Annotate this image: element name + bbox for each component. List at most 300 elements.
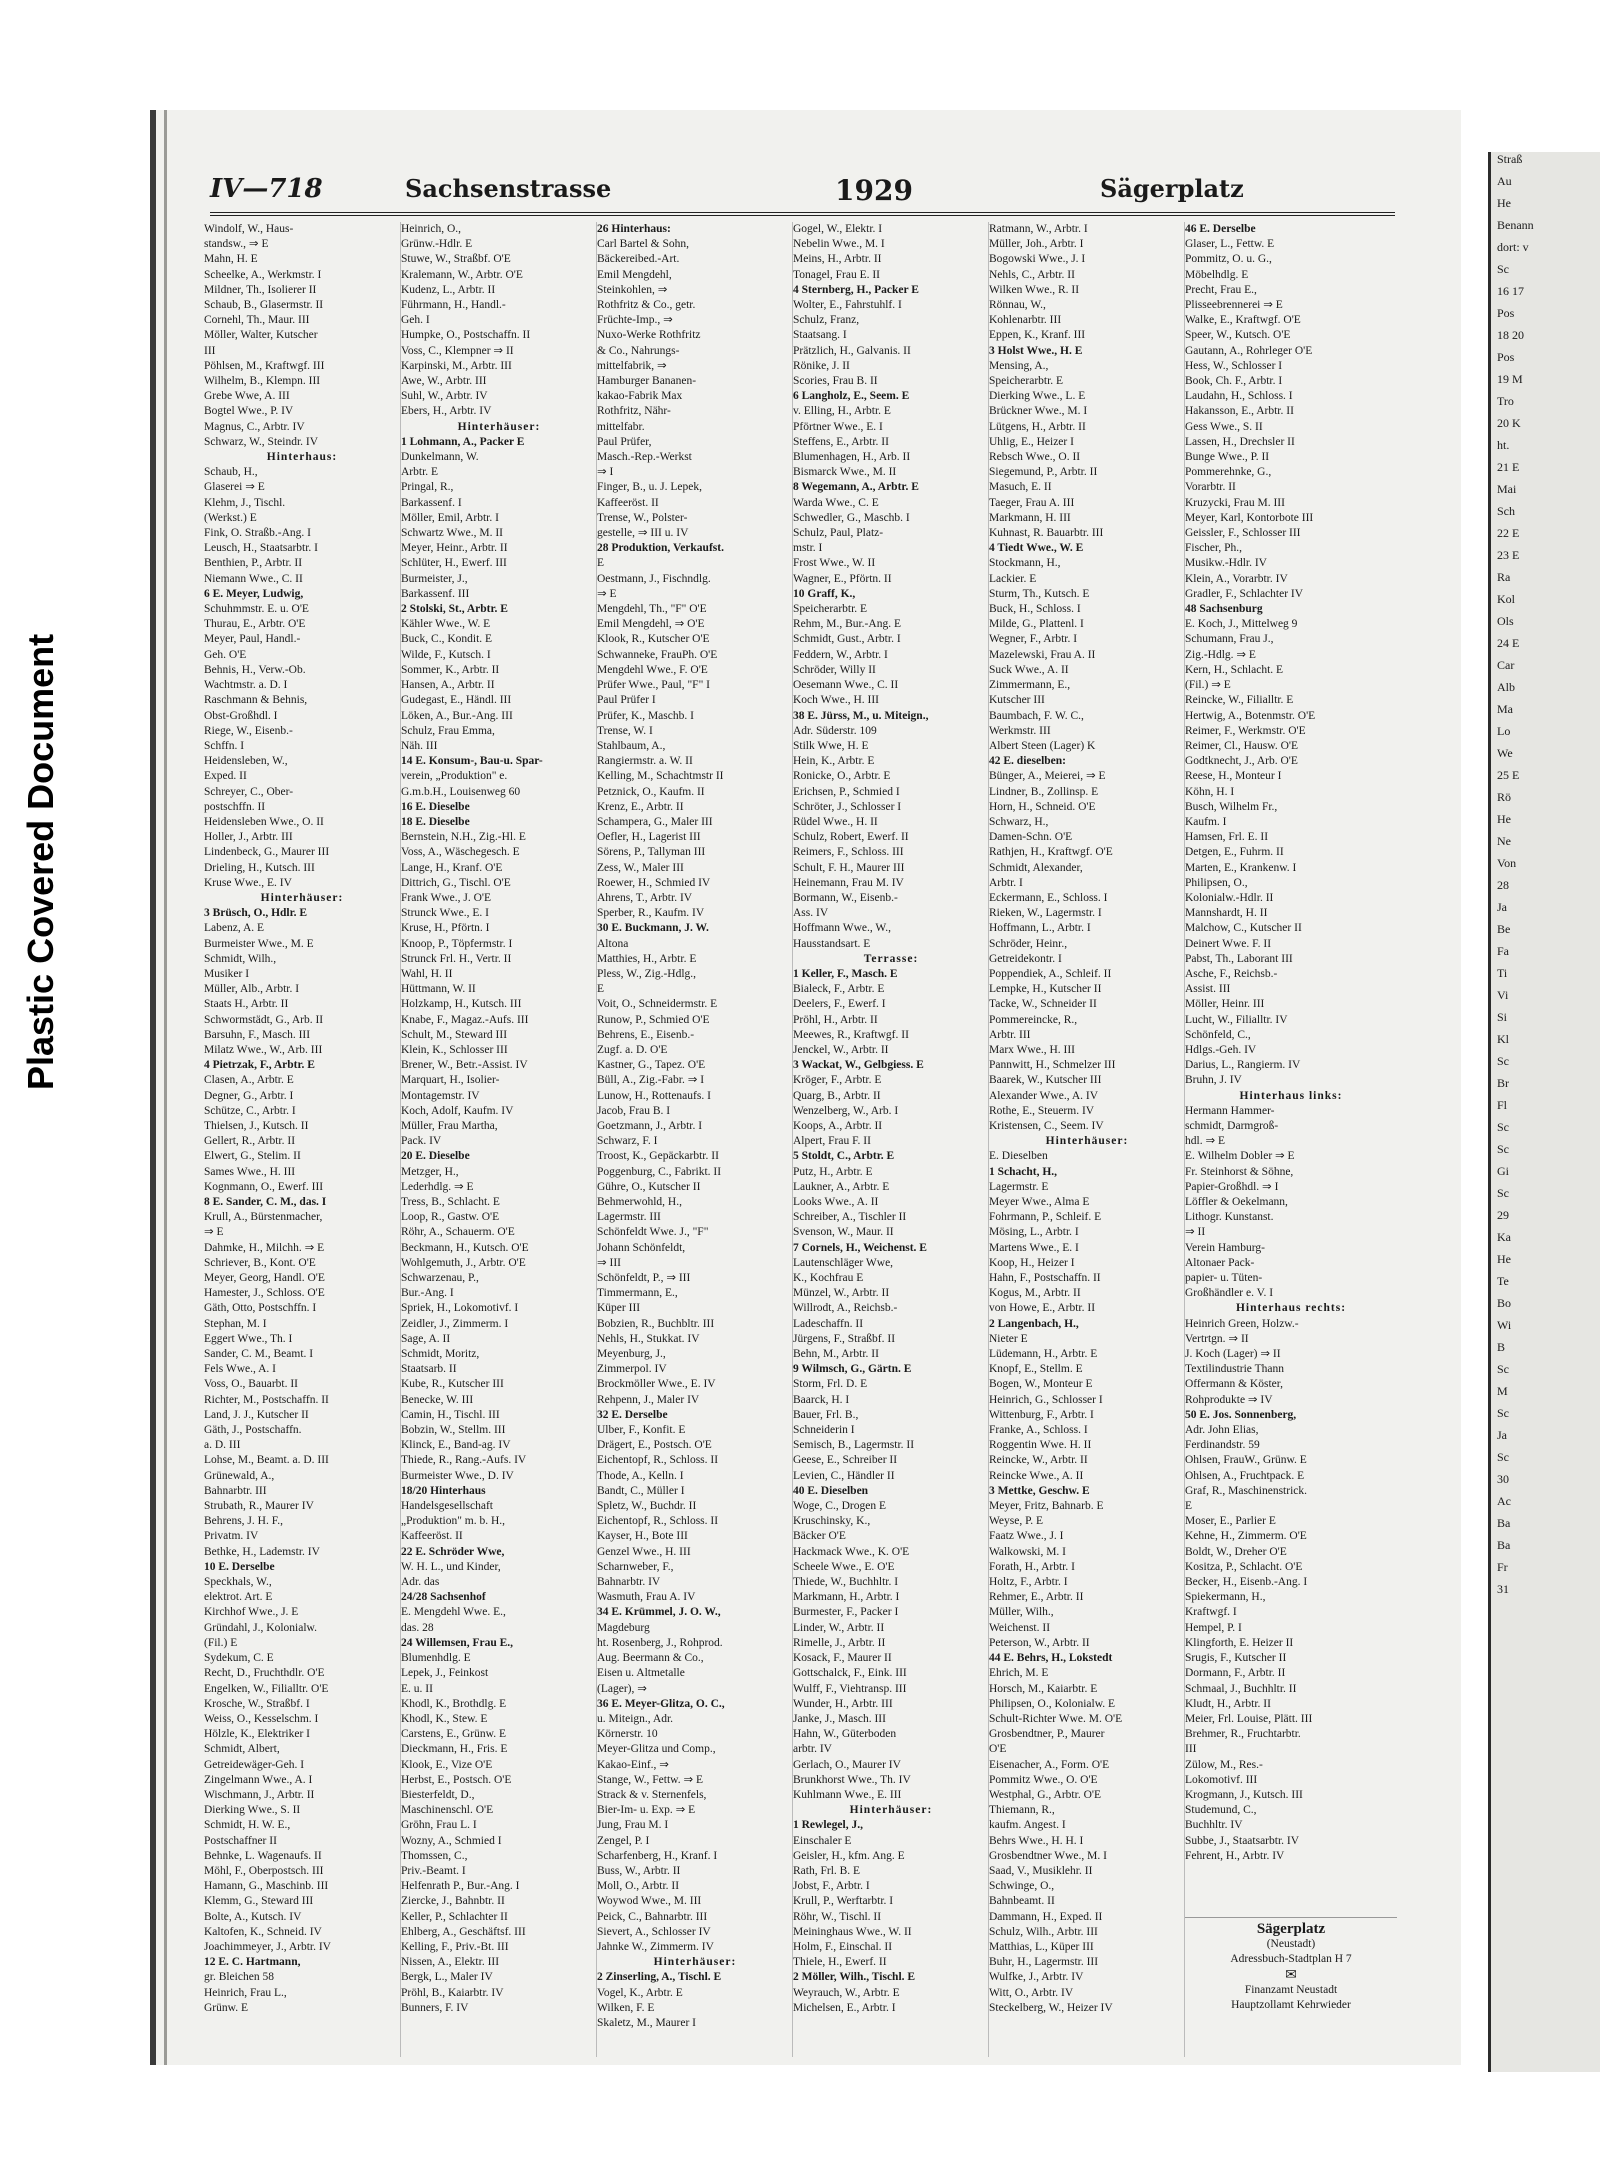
adjacent-page-fragment: Ba bbox=[1497, 1538, 1511, 1552]
directory-entry: Voss, A., Wäschegesch. E bbox=[401, 846, 520, 859]
adjacent-page-fragment: M bbox=[1497, 1384, 1508, 1398]
directory-entry: Bernstein, N.H., Zig.-Hl. E bbox=[401, 831, 526, 844]
directory-entry: Schmidt, Alexander, bbox=[989, 861, 1083, 874]
directory-entry: Speicherarbtr. E bbox=[793, 603, 868, 616]
directory-entry: Baumbach, F. W. C., bbox=[989, 709, 1084, 722]
directory-entry: Voss, O., Bauarbt. II bbox=[204, 1378, 299, 1391]
directory-entry: Pröhl, B., Kaiarbtr. IV bbox=[401, 1986, 504, 1999]
directory-entry: Adr. John Elias, bbox=[1185, 1424, 1259, 1437]
directory-entry: Rebsch Wwe., O. II bbox=[989, 451, 1081, 464]
adjacent-page-fragment: Kl bbox=[1497, 1032, 1509, 1046]
directory-entry: Nehls, C., Arbtr. II bbox=[989, 268, 1075, 281]
adjacent-page-fragment: 30 bbox=[1497, 1472, 1509, 1486]
directory-entry: Staatsarb. II bbox=[401, 1363, 457, 1376]
adjacent-page-fragment: Ols bbox=[1497, 614, 1514, 628]
directory-entry: Wozny, A., Schmied I bbox=[401, 1834, 502, 1847]
directory-entry: Jenckel, W., Arbtr. II bbox=[793, 1043, 889, 1056]
adjacent-page-fragment: 18 20 bbox=[1497, 328, 1524, 342]
directory-entry: Ass. IV bbox=[793, 907, 829, 920]
directory-entry: Benthien, P., Arbtr. II bbox=[204, 557, 303, 570]
directory-entry: E. Wilhelm Dobler ⇒ E bbox=[1185, 1150, 1295, 1163]
directory-entry: gestelle, ⇒ III u. IV bbox=[597, 527, 689, 540]
directory-entry: Runow, P., Schmied O'E bbox=[597, 1013, 710, 1026]
directory-entry: standsw., ⇒ E bbox=[204, 238, 269, 251]
directory-entry: Book, Ch. F., Arbtr. I bbox=[1185, 375, 1283, 388]
directory-entry: Krenz, E., Arbtr. II bbox=[597, 800, 684, 813]
directory-entry: Janke, J., Masch. III bbox=[793, 1712, 886, 1725]
directory-entry: Privatm. IV bbox=[204, 1530, 259, 1543]
adjacent-page-fragment: ht. bbox=[1497, 438, 1510, 452]
directory-entry: Loop, R., Gastw. O'E bbox=[401, 1211, 500, 1224]
directory-entry: Schulz, Franz, bbox=[793, 314, 860, 327]
directory-entry: Staats H., Arbtr. II bbox=[204, 998, 289, 1011]
directory-entry: Zülow, M., Res.- bbox=[1185, 1758, 1263, 1771]
directory-entry: Heinrich, O., bbox=[401, 223, 462, 235]
adjacent-page-fragment: Ja bbox=[1497, 1428, 1507, 1442]
directory-entry: Sturm, Th., Kutsch. E bbox=[989, 587, 1090, 600]
directory-entry: 32 E. Derselbe bbox=[597, 1408, 668, 1421]
directory-entry: Maschinenschl. O'E bbox=[401, 1804, 494, 1817]
adjacent-page-fragment: 20 K bbox=[1497, 416, 1521, 430]
directory-entry: Klemm, G., Steward III bbox=[204, 1895, 314, 1908]
directory-entry: Dormann, F., Arbtr. II bbox=[1185, 1667, 1286, 1680]
directory-entry: ht. Rosenberg, J., Rohprod. bbox=[597, 1636, 723, 1649]
directory-entry: Kruse, H., Pförtn. I bbox=[401, 922, 490, 935]
directory-entry: E bbox=[597, 983, 605, 996]
directory-entry: hdl. ⇒ E bbox=[1185, 1135, 1225, 1148]
directory-entry: Rönnau, W., bbox=[989, 299, 1046, 312]
directory-entry: Stockmann, H., bbox=[989, 557, 1061, 570]
adjacent-page-fragment: Bo bbox=[1497, 1296, 1512, 1310]
directory-entry: Kähler Wwe., W. E bbox=[401, 618, 491, 631]
directory-entry: Clasen, A., Arbtr. E bbox=[204, 1074, 294, 1087]
directory-entry: Reimer, F., Werkmstr. O'E bbox=[1185, 724, 1306, 737]
directory-entry: Ziercke, J., Bahnbtr. II bbox=[401, 1895, 505, 1908]
directory-entry: Saad, V., Musiklehr. II bbox=[989, 1864, 1093, 1877]
directory-entry: Voit, O., Schneidermstr. E bbox=[597, 998, 718, 1011]
directory-entry: Geh. O'E bbox=[204, 648, 247, 661]
adjacent-page-fragment: Mai bbox=[1497, 482, 1517, 496]
directory-entry: Hahn, F., Postschaffn. II bbox=[989, 1272, 1101, 1285]
directory-entry: Bobzien, R., Buchbltr. III bbox=[597, 1317, 715, 1330]
directory-entry: Roggentin Wwe. H. II bbox=[989, 1439, 1092, 1452]
directory-entry: Zimmermann, E., bbox=[989, 679, 1071, 692]
directory-entry: Wegner, F., Arbtr. I bbox=[989, 633, 1078, 646]
directory-entry: Hinterhäuser: bbox=[260, 891, 344, 904]
column-6 bbox=[1184, 222, 1397, 2057]
directory-entry: Gess Wwe., S. II bbox=[1185, 420, 1263, 433]
directory-entry: Pack. IV bbox=[401, 1135, 442, 1148]
directory-entry: Ehlberg, A., Geschäftsf. III bbox=[401, 1925, 526, 1938]
directory-entry: Trense, W. I bbox=[597, 724, 653, 737]
directory-entry: Thiede, W., Buchhltr. I bbox=[793, 1576, 899, 1589]
directory-entry: Heinrich, Frau L., bbox=[204, 1986, 287, 1999]
directory-entry: Gradler, F., Schlachter IV bbox=[1185, 587, 1304, 600]
directory-entry: Schröter, J., Schlosser I bbox=[793, 800, 902, 813]
adjacent-page-fragment: Sc bbox=[1497, 1054, 1509, 1068]
directory-entry: Koch, Adolf, Kaufm. IV bbox=[401, 1104, 514, 1117]
directory-entry: Kelling, F., Priv.-Bt. III bbox=[401, 1940, 509, 1953]
adjacent-page-fragment: He bbox=[1497, 812, 1511, 826]
directory-entry: 9 Wilmsch, G., Gärtn. E bbox=[793, 1363, 912, 1376]
directory-entry: Holtz, F., Arbtr. I bbox=[989, 1576, 1068, 1589]
directory-entry: Speckhals, W., bbox=[204, 1576, 272, 1589]
directory-entry: Stuwe, W., Straßbf. O'E bbox=[401, 253, 511, 266]
adjacent-page-fragment: Fa bbox=[1497, 944, 1509, 958]
directory-entry: Uhlig, E., Heizer I bbox=[989, 435, 1074, 448]
directory-entry: Helfenrath P., Bur.-Ang. I bbox=[401, 1880, 520, 1893]
directory-entry: Sage, A. II bbox=[401, 1332, 451, 1345]
directory-entry: Schröder, Heinr., bbox=[989, 937, 1068, 950]
directory-entry: Klehm, J., Tischl. bbox=[204, 496, 286, 509]
directory-entry: Land, J. J., Kutscher II bbox=[204, 1408, 309, 1421]
directory-entry: Kraftwgf. I bbox=[1185, 1606, 1237, 1619]
directory-entry: Erichsen, P., Schmied I bbox=[793, 785, 900, 798]
directory-entry: Timmermann, E., bbox=[597, 1287, 678, 1300]
directory-entry: Aug. Beermann & Co., bbox=[597, 1652, 704, 1665]
directory-entry: Kaltofen, K., Schneid. IV bbox=[204, 1925, 322, 1938]
directory-entry: ⇒ II bbox=[1185, 1226, 1206, 1239]
directory-entry: Grosbendtner, P., Maurer bbox=[989, 1728, 1105, 1741]
directory-entry: Lagermstr. III bbox=[597, 1211, 661, 1224]
directory-entry: Lüdemann, H., Arbtr. E bbox=[989, 1348, 1098, 1361]
directory-entry: Hinterhaus links: bbox=[1239, 1089, 1343, 1102]
adjacent-page-fragment: Alb bbox=[1497, 680, 1515, 694]
adjacent-page-fragment: Ti bbox=[1497, 966, 1508, 980]
directory-entry: Ratmann, W., Arbtr. I bbox=[989, 223, 1088, 235]
directory-entry: Bogen, W., Monteur E bbox=[989, 1378, 1093, 1391]
directory-entry: Siegemund, P., Arbtr. II bbox=[989, 466, 1098, 479]
directory-entry: Levien, C., Händler II bbox=[793, 1469, 895, 1482]
directory-entry: Taeger, Frau A. III bbox=[989, 496, 1075, 509]
directory-entry: Kosack, F., Maurer II bbox=[793, 1652, 892, 1665]
directory-entry: Sommer, K., Arbtr. II bbox=[401, 663, 500, 676]
directory-entry: Schwarz, H., bbox=[989, 815, 1049, 828]
directory-entry: Kelling, M., Schachtmstr II bbox=[597, 770, 724, 783]
directory-entry: Khodl, K., Brothdlg. E bbox=[401, 1697, 507, 1710]
directory-entry: Krull, P., Werftarbtr. I bbox=[793, 1895, 894, 1908]
directory-entry: Deelers, F., Ewerf. I bbox=[793, 998, 886, 1011]
directory-entry: Möhl, F., Oberpostsch. III bbox=[204, 1864, 324, 1877]
directory-entry: Lithogr. Kunstanst. bbox=[1185, 1211, 1274, 1224]
directory-entry: Keller, P., Schlachter II bbox=[401, 1910, 508, 1923]
adjacent-page-fragment: Sc bbox=[1497, 1450, 1509, 1464]
directory-entry: Weichenst. II bbox=[989, 1621, 1051, 1634]
directory-entry: 18 E. Dieselbe bbox=[401, 815, 470, 828]
directory-entry: Laukner, A., Arbtr. E bbox=[793, 1180, 890, 1193]
directory-entry: Darius, L., Rangierm. IV bbox=[1185, 1059, 1301, 1072]
directory-entry: Steckelberg, W., Heizer IV bbox=[989, 2001, 1113, 2014]
directory-entry: 4 Tiedt Wwe., W. E bbox=[989, 542, 1084, 555]
directory-entry: 3 Wackat, W., Gelbgiess. E bbox=[793, 1059, 924, 1072]
directory-entry: 1 Rewlegel, J., bbox=[793, 1819, 863, 1832]
directory-entry: Baarek, W., Kutscher III bbox=[989, 1074, 1102, 1087]
directory-entry: Hinterhäuser: bbox=[1045, 1135, 1129, 1148]
directory-entry: Hdlgs.-Geh. IV bbox=[1185, 1043, 1257, 1056]
adjacent-page-fragment: He bbox=[1497, 196, 1511, 210]
directory-entry: Pommitz, O. u. G., bbox=[1185, 253, 1272, 266]
directory-entry: Kogus, M., Arbtr. II bbox=[989, 1287, 1081, 1300]
directory-entry: Cornehl, Th., Maur. III bbox=[204, 314, 310, 327]
directory-entry: Asche, F., Reichsb.- bbox=[1185, 967, 1278, 980]
directory-entry: Herbst, E., Postsch. O'E bbox=[401, 1773, 512, 1786]
directory-entry: Behrs Wwe., H. H. I bbox=[989, 1834, 1084, 1847]
column-4 bbox=[792, 222, 989, 2057]
directory-entry: Geese, E., Schreiber II bbox=[793, 1454, 898, 1467]
directory-entry: Niemann Wwe., C. II bbox=[204, 572, 303, 585]
directory-entry: Camin, H., Tischl. III bbox=[401, 1408, 500, 1421]
directory-entry: Holm, F., Einschal. II bbox=[793, 1940, 893, 1953]
directory-entry: Schulz, Wilh., Arbtr. III bbox=[989, 1925, 1098, 1938]
directory-entry: Trense, W., Polster- bbox=[597, 511, 688, 524]
directory-entry: Poppendiek, A., Schleif. II bbox=[989, 967, 1112, 980]
directory-entry: J. Koch (Lager) ⇒ II bbox=[1185, 1348, 1281, 1361]
directory-entry: Behnis, H., Verw.-Ob. bbox=[204, 663, 306, 676]
directory-entry: Schmidt, H. W. E., bbox=[204, 1819, 291, 1832]
directory-entry: Horsch, M., Kaiarbtr. E bbox=[989, 1682, 1098, 1695]
directory-entry: Genzel Wwe., H. III bbox=[597, 1545, 691, 1558]
directory-entry: Lautenschläger Wwe, bbox=[793, 1256, 894, 1269]
directory-entry: Lassen, H., Drechsler II bbox=[1185, 435, 1295, 448]
directory-entry: Pannwitt, H., Schmelzer III bbox=[989, 1059, 1116, 1072]
directory-entry: Wolter, E., Fahrstuhlf. I bbox=[793, 299, 902, 312]
directory-entry: Müller, Wilh., bbox=[989, 1606, 1054, 1619]
directory-entry: Brehmer, R., Fruchtarbtr. bbox=[1185, 1728, 1301, 1741]
directory-entry: kaufm. Angest. I bbox=[989, 1819, 1066, 1832]
directory-entry: Fink, O. Straßb.-Ang. I bbox=[204, 527, 312, 540]
directory-entry: Labenz, A. E bbox=[204, 922, 265, 935]
directory-entry: Buck, C., Kondit. E bbox=[401, 633, 493, 646]
directory-entry: Wilken, F. E bbox=[597, 2001, 655, 2014]
directory-entry: Bolte, A., Kutsch. IV bbox=[204, 1910, 302, 1923]
directory-entry: Hempel, P. I bbox=[1185, 1621, 1242, 1634]
directory-entry: 2 Zinserling, A., Tischl. E bbox=[597, 1971, 722, 1984]
directory-entry: Hakansson, E., Arbtr. II bbox=[1185, 405, 1294, 418]
directory-entry: III bbox=[1185, 1743, 1197, 1756]
directory-entry: Marquart, H., Isolier- bbox=[401, 1074, 500, 1087]
directory-entry: Arbtr. I bbox=[989, 876, 1023, 889]
directory-entry: Rimelle, J., Arbtr. II bbox=[793, 1636, 886, 1649]
envelope-icon: ✉ bbox=[1285, 1967, 1297, 1983]
adjacent-page-fragment: Von bbox=[1497, 856, 1517, 870]
directory-entry: Hamann, G., Maschinb. III bbox=[204, 1880, 329, 1893]
directory-entry: Degner, G., Arbtr. I bbox=[204, 1089, 294, 1102]
directory-entry: mittelfabrik, ⇒ bbox=[597, 359, 667, 372]
directory-entry: Graf, R., Maschinenstrick. bbox=[1185, 1484, 1307, 1497]
directory-entry: Schmidt, Gust., Arbtr. I bbox=[793, 633, 901, 646]
directory-entry: Bergk, L., Maler IV bbox=[401, 1971, 493, 1984]
directory-entry: Schlüter, H., Ewerf. III bbox=[401, 557, 507, 570]
directory-entry: Thiede, R., Rang.-Aufs. IV bbox=[401, 1454, 527, 1467]
directory-entry: 26 Hinterhaus: bbox=[597, 223, 671, 235]
directory-entry: W. H. L., und Kinder, bbox=[401, 1560, 501, 1573]
directory-entry: Metzger, H., bbox=[401, 1165, 459, 1178]
directory-entry: Knoop, P., Töpfermstr. I bbox=[401, 937, 513, 950]
directory-entry: Lagermstr. E bbox=[989, 1180, 1049, 1193]
directory-entry: Scharfenberg, H., Kranf. I bbox=[597, 1849, 718, 1862]
directory-entry: Masch.-Rep.-Werkst bbox=[597, 451, 692, 464]
directory-entry: Papier-Großhdl. ⇒ I bbox=[1185, 1180, 1279, 1193]
directory-entry: 3 Brüsch, O., Hdlr. E bbox=[204, 907, 308, 920]
directory-entry: Lucht, W., Filialltr. IV bbox=[1185, 1013, 1288, 1026]
directory-entry: Reese, H., Monteur I bbox=[1185, 770, 1282, 783]
directory-entry: Holzkamp, H., Kutsch. III bbox=[401, 998, 522, 1011]
column-2 bbox=[400, 222, 597, 2057]
directory-entry: Geisler, H., kfm. Ang. E bbox=[793, 1849, 905, 1862]
directory-entry: Hamburger Bananen- bbox=[597, 375, 697, 388]
directory-entry: Biesterfeldt, D., bbox=[401, 1788, 475, 1801]
directory-entry: Köhn, H. I bbox=[1185, 785, 1235, 798]
directory-entry: Schwormstädt, G., Arb. II bbox=[204, 1013, 324, 1026]
directory-entry: Albert Steen (Lager) K bbox=[989, 739, 1096, 752]
directory-entry: Hüttmann, W. II bbox=[401, 983, 476, 996]
adjacent-page-fragment: 24 E bbox=[1497, 636, 1520, 650]
directory-entry: Wachtmstr. a. D. I bbox=[204, 679, 288, 692]
directory-entry: Magnus, C., Arbtr. IV bbox=[204, 420, 305, 433]
directory-entry: 36 E. Meyer-Glitza, O. C., bbox=[597, 1697, 725, 1710]
directory-entry: Altona bbox=[597, 937, 629, 950]
directory-entry: 3 Mettke, Geschw. E bbox=[989, 1484, 1090, 1497]
street-left-title: Sachsenstrasse bbox=[405, 174, 612, 203]
directory-entry: Rohprodukte ⇒ IV bbox=[1185, 1393, 1273, 1406]
directory-entry: Adr. das bbox=[401, 1576, 440, 1589]
directory-entry: ⇒ III bbox=[597, 1256, 621, 1269]
directory-entry: Geh. I bbox=[401, 314, 430, 327]
directory-entry: u. Miteign., Adr. bbox=[597, 1712, 674, 1725]
directory-entry: Frank Wwe., J. O'E bbox=[401, 891, 492, 904]
directory-entry: Lokomotivf. III bbox=[1185, 1773, 1258, 1786]
adjacent-page-fragment: Be bbox=[1497, 922, 1511, 936]
directory-entry: Witt, O., Arbtr. IV bbox=[989, 1986, 1074, 1999]
directory-entry: Dierking Wwe., L. E bbox=[989, 390, 1086, 403]
directory-entry: 20 E. Dieselbe bbox=[401, 1150, 470, 1163]
directory-entry: ⇒ E bbox=[597, 587, 617, 600]
directory-entry: Eppen, K., Kranf. III bbox=[989, 329, 1086, 342]
directory-entry: Drägert, E., Postsch. O'E bbox=[597, 1439, 712, 1452]
directory-entry: Woywod Wwe., M. III bbox=[597, 1895, 702, 1908]
directory-entry: Müller, Frau Martha, bbox=[401, 1119, 498, 1132]
adjacent-page-fragment: Ja bbox=[1497, 900, 1507, 914]
directory-entry: Wunder, H., Arbtr. III bbox=[793, 1697, 893, 1710]
directory-entry: Meyer, Karl, Kontorbote III bbox=[1185, 511, 1314, 524]
directory-entry: Bahnarbtr. IV bbox=[597, 1576, 661, 1589]
directory-entry: Heinrich, G., Schlosser I bbox=[989, 1393, 1103, 1406]
directory-entry: Ahrens, T., Arbtr. IV bbox=[597, 891, 693, 904]
directory-entry: Schwarz, F. I bbox=[597, 1135, 658, 1148]
adjacent-page-fragment: Si bbox=[1497, 1010, 1508, 1024]
directory-entry: Röhr, A., Schauerm. O'E bbox=[401, 1226, 515, 1239]
directory-entry: Pröhl, H., Arbtr. II bbox=[793, 1013, 878, 1026]
directory-entry: 10 E. Derselbe bbox=[204, 1560, 275, 1573]
directory-entry: Tress, B., Schlacht. E bbox=[401, 1196, 500, 1208]
directory-entry: Vorarbtr. II bbox=[1185, 481, 1236, 494]
directory-entry: Heinemann, Frau M. IV bbox=[793, 876, 904, 889]
directory-entry: Hamester, J., Schloss. O'E bbox=[204, 1287, 325, 1300]
directory-entry: Eichentopf, R., Schloss. II bbox=[597, 1515, 719, 1528]
directory-entry: Wohlgemuth, J., Arbtr. O'E bbox=[401, 1256, 526, 1269]
directory-entry: Heinrich Green, Holzw.- bbox=[1185, 1317, 1299, 1330]
directory-entry: 1 Schacht, H., bbox=[989, 1165, 1058, 1178]
directory-entry: 2 Langenbach, H., bbox=[989, 1317, 1079, 1330]
directory-entry: a. D. III bbox=[204, 1439, 241, 1452]
directory-entry: Barsuhn, F., Masch. III bbox=[204, 1028, 311, 1041]
footer-subtitle: (Neustadt) bbox=[1266, 1938, 1316, 1951]
directory-entry: Löffler & Oekelmann, bbox=[1185, 1196, 1288, 1208]
directory-entry: Meyer-Glitza und Comp., bbox=[597, 1743, 716, 1756]
directory-entry: Weyrauch, W., Arbtr. E bbox=[793, 1986, 900, 1999]
directory-entry: Meyer, Paul, Handl.- bbox=[204, 633, 301, 646]
directory-entry: Fr. Steinhorst & Söhne, bbox=[1185, 1165, 1294, 1178]
directory-entry: E. Dieselben bbox=[989, 1150, 1048, 1163]
column-3 bbox=[596, 222, 793, 2057]
adjacent-page-fragment: Au bbox=[1497, 174, 1512, 188]
directory-entry: Kohlenarbtr. III bbox=[989, 314, 1062, 327]
adjacent-page-fragment: He bbox=[1497, 1252, 1511, 1266]
directory-entry: Reincke Wwe., A. II bbox=[989, 1469, 1084, 1482]
column-5 bbox=[988, 222, 1185, 2057]
directory-entry: 14 E. Konsum-, Bau-u. Spar- bbox=[401, 755, 543, 768]
directory-entry: Lindenbeck, G., Maurer III bbox=[204, 846, 330, 859]
directory-entry: Plisseebrennerei ⇒ E bbox=[1185, 299, 1283, 312]
street-right-title: Sägerplatz bbox=[1100, 174, 1244, 203]
directory-entry: Schulz, Frau Emma, bbox=[401, 724, 495, 737]
directory-entry: Grosbendtner Wwe., M. I bbox=[989, 1849, 1107, 1862]
directory-entry: Stephan, M. I bbox=[204, 1317, 267, 1330]
directory-entry: Klook, R., Kutscher O'E bbox=[597, 633, 710, 646]
directory-entry: (Fil.) ⇒ E bbox=[1185, 679, 1231, 692]
directory-entry: Karpinski, M., Arbtr. III bbox=[401, 359, 512, 372]
directory-entry: Pöhlsen, M., Kraftwgf. III bbox=[204, 359, 325, 372]
directory-entry: 44 E. Behrs, H., Lokstedt bbox=[989, 1652, 1113, 1665]
directory-entry: Johann Schönfeldt, bbox=[597, 1241, 686, 1254]
directory-entry: Pförtner Wwe., E. I bbox=[793, 420, 883, 433]
directory-entry: „Produktion" m. b. H., bbox=[401, 1515, 506, 1528]
directory-entry: elektrot. Art. E bbox=[204, 1591, 273, 1604]
directory-entry: Bobzin, W., Stellm. III bbox=[401, 1424, 506, 1437]
directory-entry: Masuch, E. II bbox=[989, 481, 1052, 494]
directory-entry: Subbe, J., Staatsarbtr. IV bbox=[1185, 1834, 1300, 1847]
adjacent-page-fragment: Ne bbox=[1497, 834, 1511, 848]
directory-entry: Walkowski, M. I bbox=[989, 1545, 1067, 1558]
directory-entry: Rönike, J. II bbox=[793, 359, 850, 372]
directory-entry: Mengdehl Wwe., F. O'E bbox=[597, 663, 708, 676]
directory-entry: Kehne, H., Zimmerm. O'E bbox=[1185, 1530, 1307, 1543]
directory-entry: E bbox=[597, 557, 605, 570]
directory-entry: Lange, H., Kranf. O'E bbox=[401, 861, 503, 874]
directory-entry: Kralemann, W., Arbtr. O'E bbox=[401, 268, 523, 281]
directory-entry: Martens Wwe., E. I bbox=[989, 1241, 1079, 1254]
directory-entry: Tacke, W., Schneider II bbox=[989, 998, 1097, 1011]
directory-entry: Boldt, W., Dreher O'E bbox=[1185, 1545, 1287, 1558]
directory-entry: Schwarz, W., Steindr. IV bbox=[204, 435, 319, 448]
directory-entry: Gründahl, J., Kolonialw. bbox=[204, 1621, 317, 1634]
directory-entry: Ehrich, M. E bbox=[989, 1667, 1049, 1680]
directory-entry: (Fil.) E bbox=[204, 1636, 238, 1649]
directory-entry: Kuhlmann Wwe., E. III bbox=[793, 1788, 902, 1801]
directory-entry: Busch, Wilhelm Fr., bbox=[1185, 800, 1278, 813]
directory-entry: Emil Mengdehl, ⇒ O'E bbox=[597, 618, 705, 631]
directory-entry: Peick, C., Bahnarbtr. III bbox=[597, 1910, 708, 1923]
directory-entry: E. u. II bbox=[401, 1682, 433, 1695]
directory-entry: 46 E. Derselbe bbox=[1185, 223, 1256, 235]
directory-entry: (Werkst.) E bbox=[204, 511, 257, 524]
directory-entry: Tonagel, Frau E. II bbox=[793, 268, 881, 281]
directory-entry: Horn, H., Schneid. O'E bbox=[989, 800, 1096, 813]
directory-entry: Bethke, H., Lademstr. IV bbox=[204, 1545, 320, 1558]
adjacent-page-fragment: Pos bbox=[1497, 306, 1515, 320]
directory-entry: Assist. III bbox=[1185, 983, 1231, 996]
directory-entry: Quarg, B., Arbtr. II bbox=[793, 1089, 881, 1102]
